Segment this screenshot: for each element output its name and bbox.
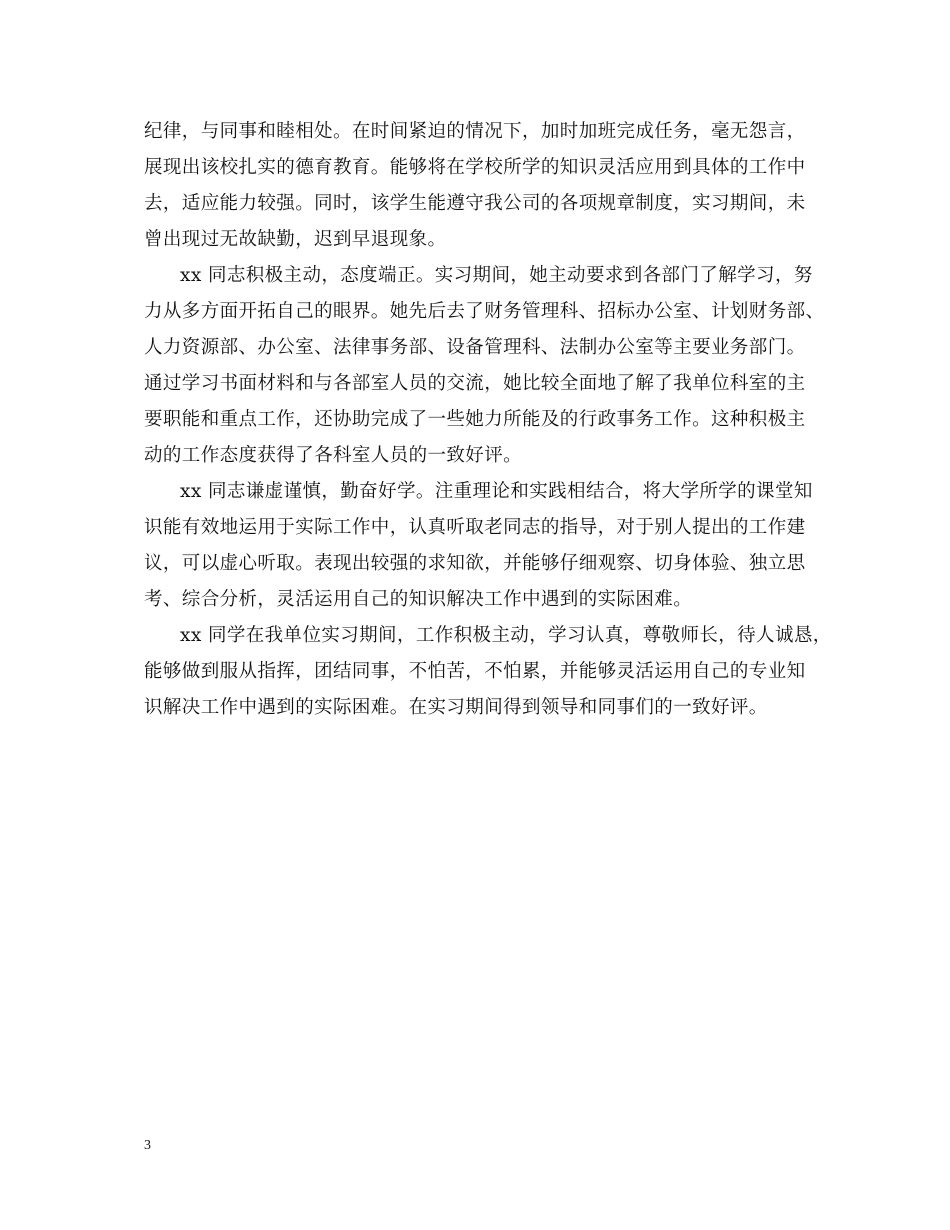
paragraph-3-line-2: 识能有效地运用于实际工作中，认真听取老同志的指导，对于别人提出的工作建 bbox=[144, 517, 806, 538]
paragraph-3-line-3: 议，可以虚心听取。表现出较强的求知欲，并能够仔细观察、切身体验、独立思 bbox=[144, 553, 806, 574]
paragraph-4-line-1: xx 同学在我单位实习期间，工作积极主动，学习认真，尊敬师长，待人诚恳， bbox=[180, 625, 832, 646]
paragraph-2-line-1: xx 同志积极主动，态度端正。实习期间，她主动要求到各部门了解学习，努 bbox=[180, 265, 813, 286]
paragraph-1-line-4: 曾出现过无故缺勤，迟到早退现象。 bbox=[144, 229, 447, 250]
paragraph-2-line-5: 要职能和重点工作，还协助完成了一些她力所能及的行政事务工作。这种积极主 bbox=[144, 409, 806, 430]
paragraph-2-line-3: 人力资源部、办公室、法律事务部、设备管理科、法制办公室等主要业务部门。 bbox=[144, 337, 806, 358]
paragraph-1-line-1: 纪律，与同事和睦相处。在时间紧迫的情况下，加时加班完成任务，毫无怨言， bbox=[144, 121, 806, 142]
paragraph-2-line-2: 力从多方面开拓自己的眼界。她先后去了财务管理科、招标办公室、计划财务部、 bbox=[144, 301, 825, 322]
paragraph-3-line-4: 考、综合分析，灵活运用自己的知识解决工作中遇到的实际困难。 bbox=[144, 589, 693, 610]
paragraph-2-line-6: 动的工作态度获得了各科室人员的一致好评。 bbox=[144, 445, 523, 466]
paragraph-1-line-3: 去，适应能力较强。同时，该学生能遵守我公司的各项规章制度，实习期间，未 bbox=[144, 193, 806, 214]
paragraph-2-line-4: 通过学习书面材料和与各部室人员的交流，她比较全面地了解了我单位科室的主 bbox=[144, 373, 806, 394]
page-number: 3 bbox=[144, 1138, 151, 1153]
paragraph-4-line-2: 能够做到服从指挥，团结同事，不怕苦，不怕累，并能够灵活运用自己的专业知 bbox=[144, 661, 806, 682]
document-body bbox=[144, 114, 832, 726]
paragraph-4-line-3: 识解决工作中遇到的实际困难。在实习期间得到领导和同事们的一致好评。 bbox=[144, 697, 768, 718]
paragraph-3-line-1: xx 同志谦虚谨慎，勤奋好学。注重理论和实践相结合，将大学所学的课堂知 bbox=[180, 481, 813, 502]
paragraph-1-line-2: 展现出该校扎实的德育教育。能够将在学校所学的知识灵活应用到具体的工作中 bbox=[144, 157, 806, 178]
